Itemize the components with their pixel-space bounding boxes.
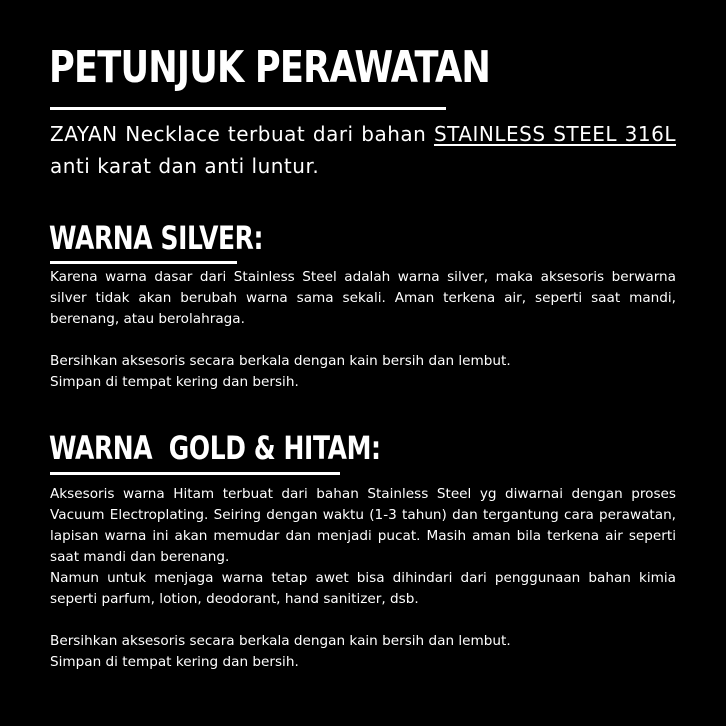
intro-text bbox=[50, 118, 676, 182]
gold-black-heading: WARNA GOLD & HITAM: bbox=[49, 429, 381, 467]
title-underline bbox=[50, 107, 446, 110]
silver-clean-instruction: Bersihkan aksesoris secara berkala dengan kain bersih dan lembut. bbox=[50, 353, 511, 369]
gold-black-care-steps bbox=[50, 631, 676, 673]
intro-text-before: ZAYAN Necklace terbuat dari bahan bbox=[50, 122, 434, 146]
silver-heading: WARNA SILVER: bbox=[49, 219, 264, 257]
gold-black-chemical-warning: Namun untuk menjaga warna tetap awet bisa dihindari dari penggunaan bahan kimia seperti parfum, lotion, deodorant, hand sanitizer, dsb. bbox=[50, 570, 676, 607]
gold-black-description: Aksesoris warna Hitam terbuat dari bahan Stainless Steel yg diwarnai dengan proses Vacuum Electroplating. Seiring dengan waktu (1-3 tahun) dan tergantung cara perawatan, lapisan warna ini akan memudar dan menjadi pucat. Masih aman bila terkena air seperti saat mandi dan berenang. bbox=[50, 486, 676, 565]
silver-care-steps bbox=[50, 351, 676, 393]
silver-heading-underline bbox=[50, 261, 237, 264]
intro-text-after: anti karat dan anti luntur. bbox=[50, 154, 320, 178]
silver-storage-instruction: Simpan di tempat kering dan bersih. bbox=[50, 374, 299, 390]
gold-black-heading-underline bbox=[50, 472, 340, 475]
gold-black-clean-instruction: Bersihkan aksesoris secara berkala dengan kain bersih dan lembut. bbox=[50, 633, 511, 649]
material-highlight: STAINLESS STEEL 316L bbox=[433, 122, 676, 146]
silver-description: Karena warna dasar dari Stainless Steel adalah warna silver, maka aksesoris berwarna silver tidak akan berubah warna sama sekali. Aman terkena air, seperti saat mandi, berenang, atau berolahraga. bbox=[50, 269, 676, 327]
gold-black-storage-instruction: Simpan di tempat kering dan bersih. bbox=[50, 654, 299, 670]
page-title: PETUNJUK PERAWATAN bbox=[49, 42, 491, 93]
